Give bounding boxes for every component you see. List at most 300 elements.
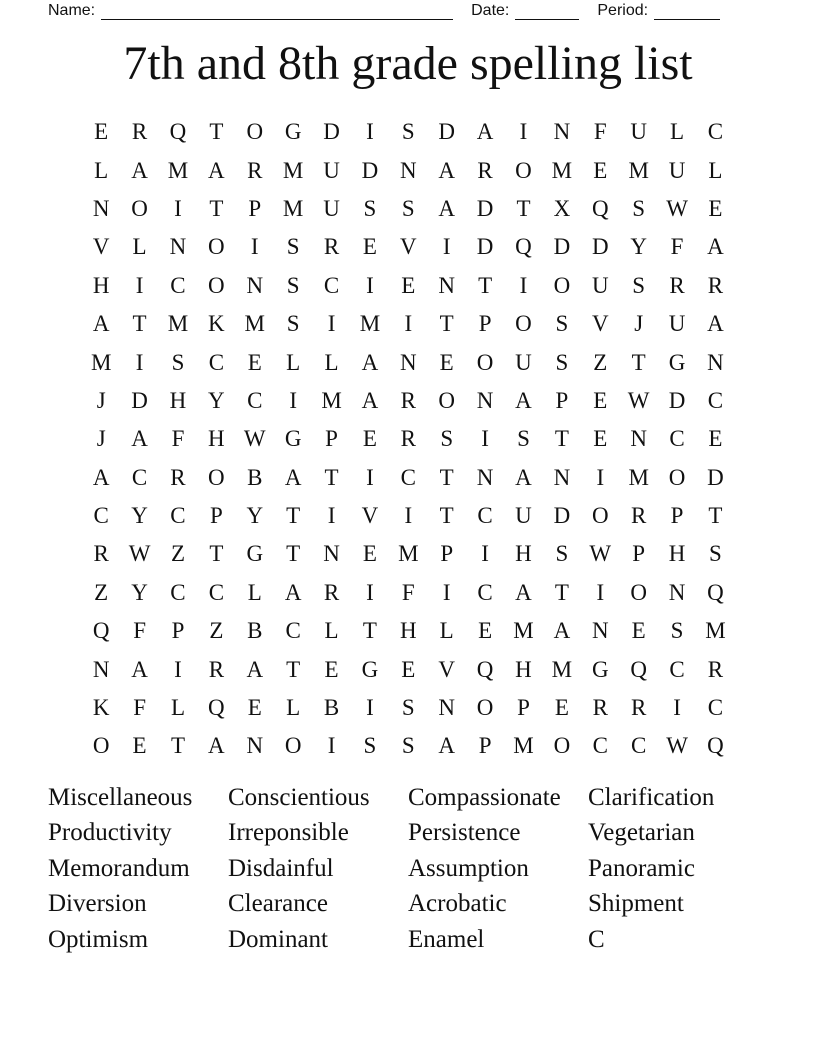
grid-letter: E xyxy=(593,426,608,452)
grid-letter: W xyxy=(128,541,151,567)
grid-letter: E xyxy=(708,195,723,221)
grid-letter: S xyxy=(286,311,300,337)
grid-letter: O xyxy=(92,733,110,759)
grid-letter: N xyxy=(476,387,494,413)
grid-letter: C xyxy=(247,387,263,413)
grid-letter: D xyxy=(476,195,494,221)
grid-letter: F xyxy=(401,579,415,605)
grid-letter: C xyxy=(170,579,186,605)
grid-letter: T xyxy=(132,311,147,337)
grid-letter: O xyxy=(553,733,571,759)
grid-letter: N xyxy=(707,349,724,375)
grid-letter: S xyxy=(401,733,415,759)
grid-letter: Z xyxy=(209,618,224,644)
grid-letter: H xyxy=(208,426,225,452)
grid-letter: J xyxy=(96,387,106,413)
grid-letter: I xyxy=(442,234,451,260)
grid-letter: P xyxy=(248,195,262,221)
grid-letter: Q xyxy=(208,695,225,721)
grid-letter: M xyxy=(705,618,726,644)
grid-letter: U xyxy=(630,119,647,145)
grid-letter: I xyxy=(366,119,374,145)
grid-letter: M xyxy=(359,311,381,337)
name-label: Name: xyxy=(48,2,96,19)
grid-letter: R xyxy=(247,157,263,183)
grid-letter: O xyxy=(208,272,225,298)
grid-letter: I xyxy=(366,579,374,605)
grid-letter: I xyxy=(327,311,336,337)
grid-letter: M xyxy=(398,541,419,567)
word-list-item: Shipment xyxy=(588,890,684,918)
grid-letter: T xyxy=(439,503,454,529)
grid-letter: F xyxy=(593,119,607,145)
grid-letter: E xyxy=(362,234,377,260)
grid-letter: V xyxy=(438,656,456,682)
grid-letter: V xyxy=(400,234,417,260)
grid-letter: I xyxy=(481,426,489,452)
grid-letter: T xyxy=(478,272,493,298)
grid-letter: S xyxy=(632,272,646,298)
grid-letter: N xyxy=(476,464,494,490)
grid-letter: L xyxy=(439,618,454,644)
grid-letter: Q xyxy=(591,195,609,221)
word-list-item: Irreponsible xyxy=(228,819,349,847)
grid-letter: Q xyxy=(92,618,110,644)
grid-letter: G xyxy=(361,656,379,682)
grid-letter: U xyxy=(323,157,340,183)
word-list-item: Productivity xyxy=(48,819,172,847)
grid-letter: I xyxy=(596,464,605,490)
grid-letter: R xyxy=(707,656,724,682)
grid-letter: C xyxy=(669,426,685,452)
grid-letter: K xyxy=(208,311,225,337)
grid-letter: E xyxy=(247,349,262,375)
grid-letter: S xyxy=(670,618,684,644)
grid-letter: D xyxy=(553,234,571,260)
grid-letter: T xyxy=(362,618,377,644)
grid-letter: I xyxy=(327,503,336,529)
word-list-item: Dominant xyxy=(228,925,328,953)
grid-letter: S xyxy=(363,733,377,759)
grid-letter: I xyxy=(135,272,144,298)
grid-letter: A xyxy=(92,464,110,490)
grid-letter: A xyxy=(553,618,571,644)
grid-letter: R xyxy=(208,656,225,682)
grid-letter: A xyxy=(515,579,532,605)
grid-letter: X xyxy=(553,195,571,221)
grid-letter: H xyxy=(515,541,532,567)
grid-letter: C xyxy=(208,349,225,375)
grid-letter: T xyxy=(516,195,531,221)
grid-letter: S xyxy=(517,426,530,452)
grid-letter: R xyxy=(93,541,109,567)
grid-letter: O xyxy=(131,195,148,221)
grid-letter: R xyxy=(630,695,647,721)
grid-letter: R xyxy=(323,579,340,605)
grid-letter: M xyxy=(167,157,189,183)
grid-letter: N xyxy=(591,618,609,644)
grid-letter: A xyxy=(92,311,110,337)
grid-letter: T xyxy=(439,464,454,490)
grid-letter: N xyxy=(92,195,110,221)
grid-letter: N xyxy=(400,157,417,183)
grid-letter: I xyxy=(404,503,413,529)
grid-letter: Y xyxy=(131,579,148,605)
grid-letter: D xyxy=(553,503,571,529)
word-list-item: Persistence xyxy=(408,819,521,847)
grid-letter: Q xyxy=(515,234,532,260)
grid-letter: O xyxy=(668,464,686,490)
grid-letter: S xyxy=(632,195,646,221)
grid-letter: E xyxy=(631,618,646,644)
grid-letter: W xyxy=(666,195,688,221)
grid-letter: I xyxy=(442,579,451,605)
grid-letter: E xyxy=(401,656,416,682)
grid-letter: T xyxy=(324,464,339,490)
grid-letter: Q xyxy=(707,733,724,759)
grid-letter: C xyxy=(285,618,301,644)
grid-letter: R xyxy=(669,272,685,298)
grid-letter: A xyxy=(208,157,225,183)
grid-letter: I xyxy=(135,349,144,375)
grid-letter: V xyxy=(92,234,110,260)
grid-letter: C xyxy=(477,503,493,529)
grid-letter: D xyxy=(476,234,494,260)
grid-letter: E xyxy=(439,349,454,375)
grid-letter: G xyxy=(284,119,302,145)
grid-letter: E xyxy=(324,656,339,682)
grid-letter: N xyxy=(630,426,647,452)
grid-letter: R xyxy=(170,464,186,490)
grid-letter: M xyxy=(551,656,573,682)
word-search-grid xyxy=(82,113,735,766)
grid-letter: Z xyxy=(170,541,185,567)
grid-letter: H xyxy=(515,656,532,682)
grid-letter: W xyxy=(589,541,612,567)
grid-letter: T xyxy=(209,195,224,221)
grid-letter: Q xyxy=(630,656,647,682)
grid-letter: O xyxy=(208,464,225,490)
word-list-item: Vegetarian xyxy=(588,819,695,847)
grid-letter: H xyxy=(169,387,187,413)
grid-letter: S xyxy=(555,349,569,375)
grid-letter: U xyxy=(668,157,686,183)
grid-letter: M xyxy=(551,157,573,183)
grid-letter: L xyxy=(247,579,262,605)
grid-letter: I xyxy=(250,234,259,260)
grid-letter: O xyxy=(515,311,532,337)
word-list-item: Compassionate xyxy=(408,783,561,811)
grid-letter: I xyxy=(519,272,528,298)
grid-letter: B xyxy=(247,618,263,644)
grid-letter: M xyxy=(244,311,265,337)
grid-letter: C xyxy=(707,695,724,721)
grid-letter: W xyxy=(666,733,688,759)
grid-letter: L xyxy=(670,119,685,145)
grid-letter: Q xyxy=(476,656,494,682)
grid-letter: E xyxy=(362,426,377,452)
grid-letter: T xyxy=(286,656,301,682)
grid-letter: S xyxy=(286,272,300,298)
grid-letter: J xyxy=(96,426,106,452)
grid-letter: F xyxy=(133,618,146,644)
grid-letter: R xyxy=(323,234,340,260)
grid-letter: H xyxy=(92,272,110,298)
grid-letter: C xyxy=(400,464,416,490)
grid-letter: A xyxy=(361,349,379,375)
grid-letter: P xyxy=(478,733,492,759)
grid-letter: T xyxy=(631,349,646,375)
grid-letter: T xyxy=(170,733,185,759)
grid-letter: M xyxy=(90,349,112,375)
word-list-item: Disdainful xyxy=(228,854,334,882)
grid-letter: I xyxy=(404,311,413,337)
grid-letter: V xyxy=(591,311,609,337)
grid-letter: A xyxy=(208,733,225,759)
grid-letter: N xyxy=(323,541,340,567)
grid-letter: C xyxy=(669,656,685,682)
grid-letter: R xyxy=(477,157,493,183)
grid-letter: M xyxy=(513,618,534,644)
grid-letter: L xyxy=(324,618,339,644)
grid-letter: T xyxy=(708,503,723,529)
grid-letter: M xyxy=(513,733,534,759)
grid-letter: P xyxy=(209,503,223,529)
grid-letter: I xyxy=(673,695,681,721)
page-title: 7th and 8th grade spelling list xyxy=(123,37,693,90)
grid-letter: S xyxy=(286,234,300,260)
grid-letter: H xyxy=(400,618,417,644)
grid-letter: G xyxy=(668,349,686,375)
grid-letter: U xyxy=(515,349,532,375)
grid-letter: K xyxy=(92,695,110,721)
name-blank-line xyxy=(101,4,453,20)
grid-letter: R xyxy=(592,695,608,721)
grid-letter: C xyxy=(208,579,225,605)
grid-letter: M xyxy=(282,195,304,221)
grid-letter: E xyxy=(362,541,377,567)
grid-letter: N xyxy=(246,272,264,298)
grid-letter: L xyxy=(324,349,339,375)
word-list-item: Conscientious xyxy=(228,783,370,811)
grid-letter: F xyxy=(670,234,684,260)
grid-letter: Y xyxy=(630,234,647,260)
grid-letter: M xyxy=(321,387,342,413)
word-list-item: Panoramic xyxy=(588,854,695,882)
grid-letter: U xyxy=(515,503,532,529)
grid-letter: U xyxy=(323,195,340,221)
grid-letter: C xyxy=(93,503,109,529)
grid-letter: A xyxy=(707,311,724,337)
grid-letter: C xyxy=(323,272,340,298)
grid-letter: A xyxy=(438,195,456,221)
grid-letter: O xyxy=(438,387,456,413)
grid-letter: A xyxy=(131,656,148,682)
grid-letter: R xyxy=(630,503,647,529)
grid-letter: C xyxy=(707,387,724,413)
date-label: Date: xyxy=(471,2,510,19)
grid-letter: B xyxy=(247,464,263,490)
grid-letter: Q xyxy=(707,579,724,605)
grid-letter: C xyxy=(707,119,724,145)
grid-letter: O xyxy=(515,157,532,183)
grid-letter: L xyxy=(708,157,723,183)
grid-letter: O xyxy=(630,579,647,605)
grid-letter: N xyxy=(553,119,571,145)
grid-letter: A xyxy=(515,387,532,413)
word-list-item: Memorandum xyxy=(48,854,190,882)
grid-letter: P xyxy=(478,311,492,337)
grid-letter: N xyxy=(553,464,571,490)
grid-letter: L xyxy=(132,234,147,260)
grid-letter: R xyxy=(707,272,724,298)
grid-letter: M xyxy=(628,464,649,490)
grid-letter: I xyxy=(327,733,336,759)
word-list-item: Diversion xyxy=(48,890,147,918)
grid-letter: C xyxy=(131,464,148,490)
grid-letter: Z xyxy=(593,349,608,375)
grid-letter: E xyxy=(593,157,608,183)
grid-letter: P xyxy=(440,541,454,567)
grid-letter: E xyxy=(554,695,569,721)
grid-letter: S xyxy=(363,195,377,221)
grid-letter: M xyxy=(628,157,649,183)
grid-letter: Y xyxy=(246,503,264,529)
grid-letter: L xyxy=(170,695,185,721)
grid-letter: A xyxy=(246,656,264,682)
grid-letter: U xyxy=(591,272,609,298)
grid-letter: T xyxy=(286,503,301,529)
grid-letter: S xyxy=(401,119,415,145)
grid-letter: F xyxy=(171,426,185,452)
word-list-item: Enamel xyxy=(408,925,485,953)
grid-letter: A xyxy=(361,387,379,413)
grid-letter: V xyxy=(361,503,379,529)
grid-letter: O xyxy=(208,234,225,260)
word-list-item: Clearance xyxy=(228,890,328,918)
grid-letter: D xyxy=(591,234,609,260)
grid-letter: P xyxy=(325,426,338,452)
grid-letter: P xyxy=(670,503,684,529)
grid-letter: S xyxy=(440,426,454,452)
grid-letter: E xyxy=(478,618,493,644)
period-blank-line xyxy=(654,4,720,20)
grid-letter: M xyxy=(167,311,189,337)
grid-letter: W xyxy=(627,387,650,413)
grid-letter: P xyxy=(632,541,646,567)
grid-letter: N xyxy=(438,272,456,298)
grid-letter: O xyxy=(553,272,571,298)
grid-letter: D xyxy=(707,464,724,490)
word-list xyxy=(48,780,768,958)
grid-letter: P xyxy=(517,695,530,721)
grid-letter: O xyxy=(284,733,302,759)
grid-letter: E xyxy=(132,733,147,759)
grid-letter: P xyxy=(555,387,569,413)
grid-letter: L xyxy=(286,349,301,375)
grid-letter: T xyxy=(286,541,301,567)
grid-letter: T xyxy=(209,541,224,567)
grid-letter: I xyxy=(289,387,297,413)
word-list-item: Optimism xyxy=(48,925,149,953)
grid-letter: D xyxy=(323,119,340,145)
grid-letter: S xyxy=(401,195,415,221)
grid-letter: O xyxy=(476,695,494,721)
grid-letter: N xyxy=(92,656,110,682)
grid-letter: I xyxy=(596,579,605,605)
grid-letter: H xyxy=(668,541,686,567)
grid-letter: N xyxy=(169,234,187,260)
grid-letter: S xyxy=(709,541,722,567)
worksheet-header xyxy=(48,0,738,20)
grid-letter: J xyxy=(634,311,644,337)
grid-letter: P xyxy=(171,618,185,644)
grid-letter: C xyxy=(170,272,186,298)
grid-letter: A xyxy=(476,119,494,145)
grid-letter: I xyxy=(519,119,528,145)
period-label: Period: xyxy=(597,2,649,19)
grid-letter: T xyxy=(554,579,569,605)
grid-letter: E xyxy=(593,387,608,413)
grid-letter: L xyxy=(286,695,301,721)
grid-letter: E xyxy=(708,426,723,452)
grid-letter: Y xyxy=(131,503,148,529)
grid-letter: N xyxy=(246,733,264,759)
grid-letter: I xyxy=(366,272,374,298)
grid-letter: S xyxy=(171,349,185,375)
grid-letter: I xyxy=(174,195,182,221)
grid-letter: W xyxy=(243,426,266,452)
word-list-item: Miscellaneous xyxy=(48,783,193,811)
word-list-item: Clarification xyxy=(588,783,715,811)
word-list-item: C xyxy=(588,925,605,953)
grid-letter: O xyxy=(246,119,264,145)
grid-letter: A xyxy=(515,464,532,490)
word-list-item: Assumption xyxy=(408,854,529,882)
grid-letter: F xyxy=(133,695,146,721)
grid-letter: O xyxy=(476,349,494,375)
grid-letter: I xyxy=(174,656,182,682)
grid-letter: A xyxy=(438,733,456,759)
grid-letter: C xyxy=(170,503,186,529)
grid-letter: Z xyxy=(94,579,109,605)
grid-letter: T xyxy=(209,119,224,145)
grid-letter: G xyxy=(591,656,609,682)
grid-letter: D xyxy=(131,387,148,413)
grid-letter: N xyxy=(438,695,456,721)
grid-letter: T xyxy=(439,311,454,337)
grid-letter: R xyxy=(400,387,416,413)
grid-letter: D xyxy=(361,157,379,183)
grid-letter: I xyxy=(481,541,489,567)
grid-letter: D xyxy=(668,387,686,413)
grid-letter: N xyxy=(400,349,417,375)
grid-letter: E xyxy=(247,695,262,721)
word-list-item: Acrobatic xyxy=(408,890,507,918)
grid-letter: S xyxy=(555,541,569,567)
grid-letter: A xyxy=(707,234,724,260)
grid-letter: I xyxy=(366,464,374,490)
grid-letter: R xyxy=(400,426,416,452)
grid-letter: N xyxy=(668,579,686,605)
grid-letter: S xyxy=(555,311,569,337)
date-blank-line xyxy=(515,4,579,20)
grid-letter: I xyxy=(366,695,374,721)
grid-letter: Y xyxy=(208,387,225,413)
grid-letter: B xyxy=(323,695,340,721)
grid-letter: S xyxy=(401,695,415,721)
grid-letter: D xyxy=(438,119,456,145)
